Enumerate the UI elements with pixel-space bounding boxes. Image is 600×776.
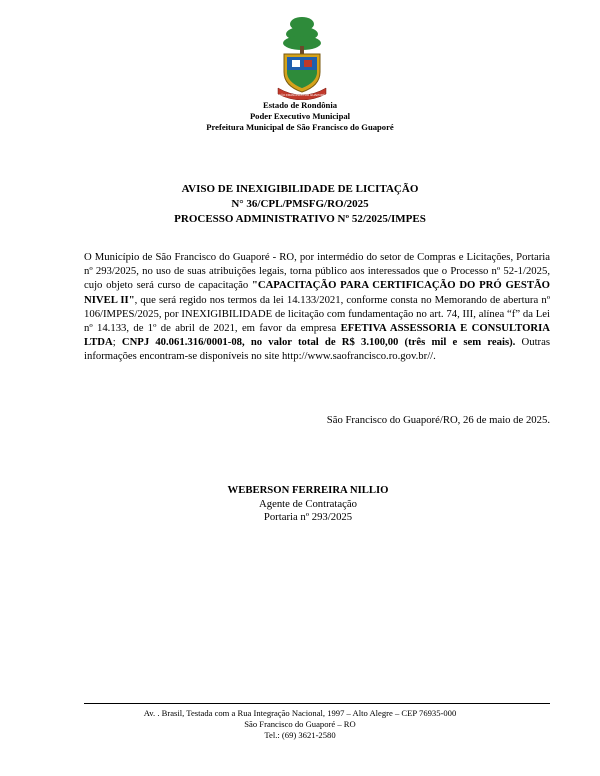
cnpj-value: CNPJ 40.061.316/0001-08, no valor total de R$ 3.100,00 (três mil e sem reais).	[121, 336, 516, 349]
company-name: EFETIVA ASSESSORIA E CONSULTORIA LTDA	[84, 322, 550, 349]
letterhead	[0, 100, 600, 133]
coat-of-arms-icon	[272, 10, 332, 100]
body-part-2: , que será regido nos termos da lei 14.133/2021, conforme consta no Memorando de abertura nº 106/IMPES/2025, por INEXIGIBILIDADE de licitação com fundamentação no art. 74, III, alínea “f” da Lei nº 14.133, de 1º de abril de 2021, em favor da empresa	[84, 293, 551, 335]
date-line: São Francisco do Guaporé/RO, 26 de maio de 2025.	[326, 414, 550, 426]
body-part-4: Outras informações encontram-se disponíveis no site http://www.saofrancisco.ro.gov.br//.	[84, 336, 550, 363]
signature-block	[180, 484, 436, 525]
signer-name: WEBERSON FERREIRA NILLIO	[227, 484, 389, 496]
header-state: Estado de Rondônia	[262, 100, 338, 110]
footer-divider	[84, 703, 550, 704]
title-line-3: PROCESSO ADMINISTRATIVO Nº 52/2025/IMPES	[174, 213, 426, 225]
header-prefecture: Prefeitura Municipal de São Francisco do Guaporé	[206, 122, 394, 132]
title-line-1: AVISO DE INEXIGIBILIDADE DE LICITAÇÃO	[181, 183, 419, 195]
title-line-2: N° 36/CPL/PMSFG/RO/2025	[231, 198, 369, 210]
signer-portaria: Portaria nº 293/2025	[263, 511, 353, 523]
footer-phone: Tel.: (69) 3621-2580	[264, 730, 336, 740]
footer	[0, 708, 600, 741]
footer-address: Av. . Brasil, Testada com a Rua Integração Nacional, 1997 – Alto Alegre – CEP 76935-000	[143, 708, 457, 718]
header-power: Poder Executivo Municipal	[249, 111, 351, 121]
crest-ribbon-text: SÃO FRANCISCO DO GUAPORÉ	[278, 93, 326, 97]
body-part-3: ;	[112, 336, 122, 349]
signer-role: Agente de Contratação	[259, 497, 357, 510]
course-name: "CAPACITAÇÃO PARA CERTIFICAÇÃO DO PRÓ GESTÃO NIVEL II"	[84, 279, 550, 306]
notice-title	[0, 182, 600, 227]
notice-body	[84, 250, 550, 364]
body-part-1: O Município de São Francisco do Guaporé - RO, por intermédio do setor de Compras e Licitações, Portaria nº 293/2025, no uso de suas atribuições legais, torna público aos interessados que o Processo nº 52-1/2025, cujo objeto será curso de capacitação	[84, 251, 550, 292]
footer-city: São Francisco do Guaporé – RO	[244, 719, 356, 729]
